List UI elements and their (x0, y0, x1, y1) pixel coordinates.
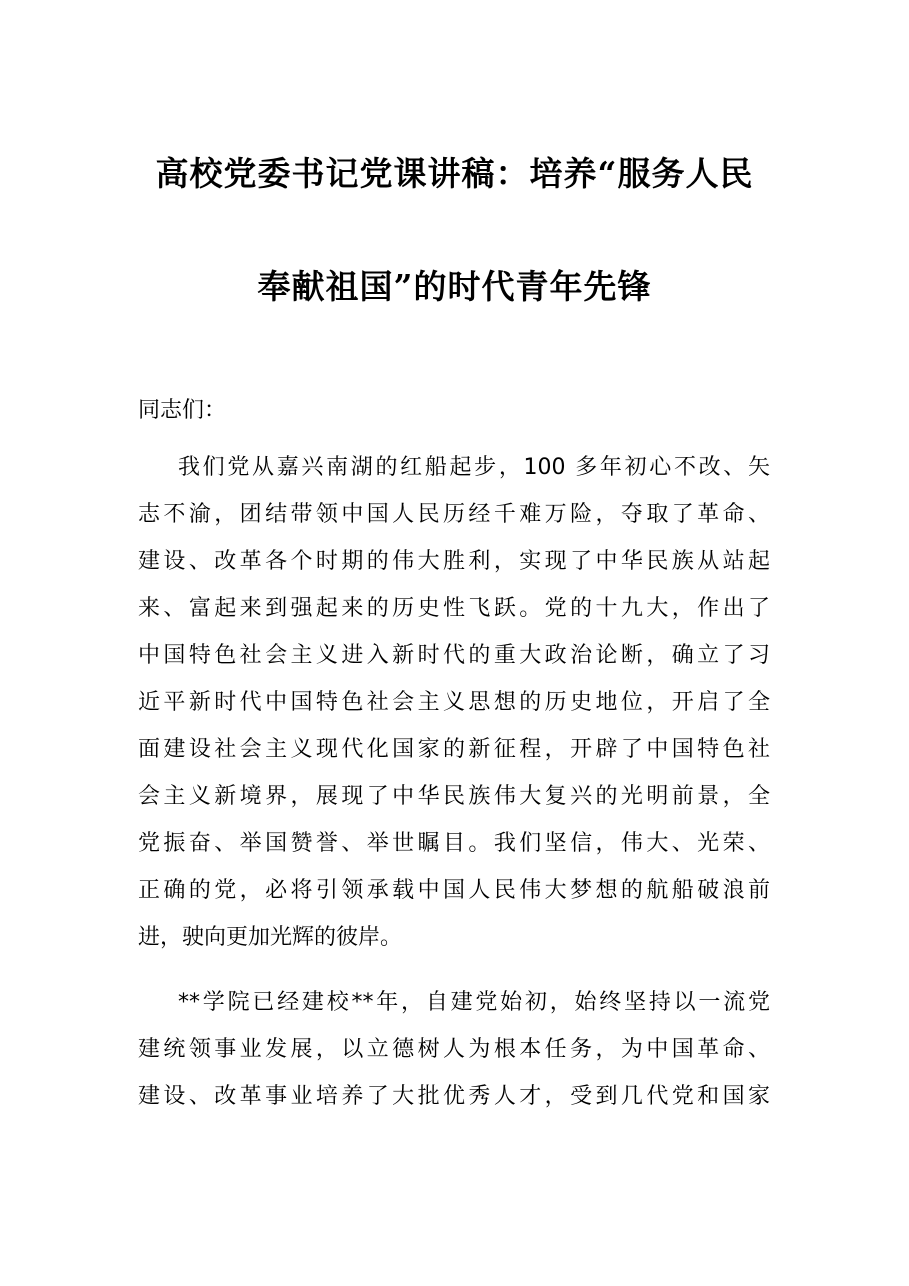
paragraph-line: 会主义新境界，展现了中华民族伟大复兴的光明前景，全 (138, 784, 770, 809)
paragraph-line: **学院已经建校**年，自建党始初，始终坚持以一流党 (178, 990, 770, 1015)
paragraph-line: 我们党从嘉兴南湖的红船起步，100 多年初心不改、矢 (178, 455, 770, 480)
paragraph-line: 志不渝，团结带领中国人民历经千难万险，夺取了革命、 (138, 502, 770, 527)
paragraph-line: 党振奋、举国赞誉、举世瞩目。我们坚信，伟大、光荣、 (138, 831, 770, 856)
paragraph-line: 面建设社会主义现代化国家的新征程，开辟了中国特色社 (138, 737, 770, 762)
paragraph-line: 建设、改革事业培养了大批优秀人才，受到几代党和国家 (138, 1084, 770, 1109)
paragraph-line: 建设、改革各个时期的伟大胜利，实现了中华民族从站起 (138, 549, 770, 574)
paragraph-line: 中国特色社会主义进入新时代的重大政治论断，确立了习 (138, 643, 770, 668)
paragraph-line: 建统领事业发展，以立德树人为根本任务，为中国革命、 (138, 1037, 770, 1062)
paragraph-line: 来、富起来到强起来的历史性飞跃。党的十九大，作出了 (138, 596, 770, 621)
paragraph-line: 进，驶向更加光辉的彼岸。 (138, 925, 403, 950)
salutation: 同志们： (138, 398, 227, 423)
paragraph-line: 近平新时代中国特色社会主义思想的历史地位，开启了全 (138, 690, 770, 715)
document-title-line-2: 奉献祖国”的时代青年先锋 (257, 267, 652, 306)
document-title-line-1: 高校党委书记党课讲稿：培养“服务人民 (155, 154, 754, 193)
paragraph-line: 正确的党，必将引领承载中国人民伟大梦想的航船破浪前 (138, 878, 770, 903)
